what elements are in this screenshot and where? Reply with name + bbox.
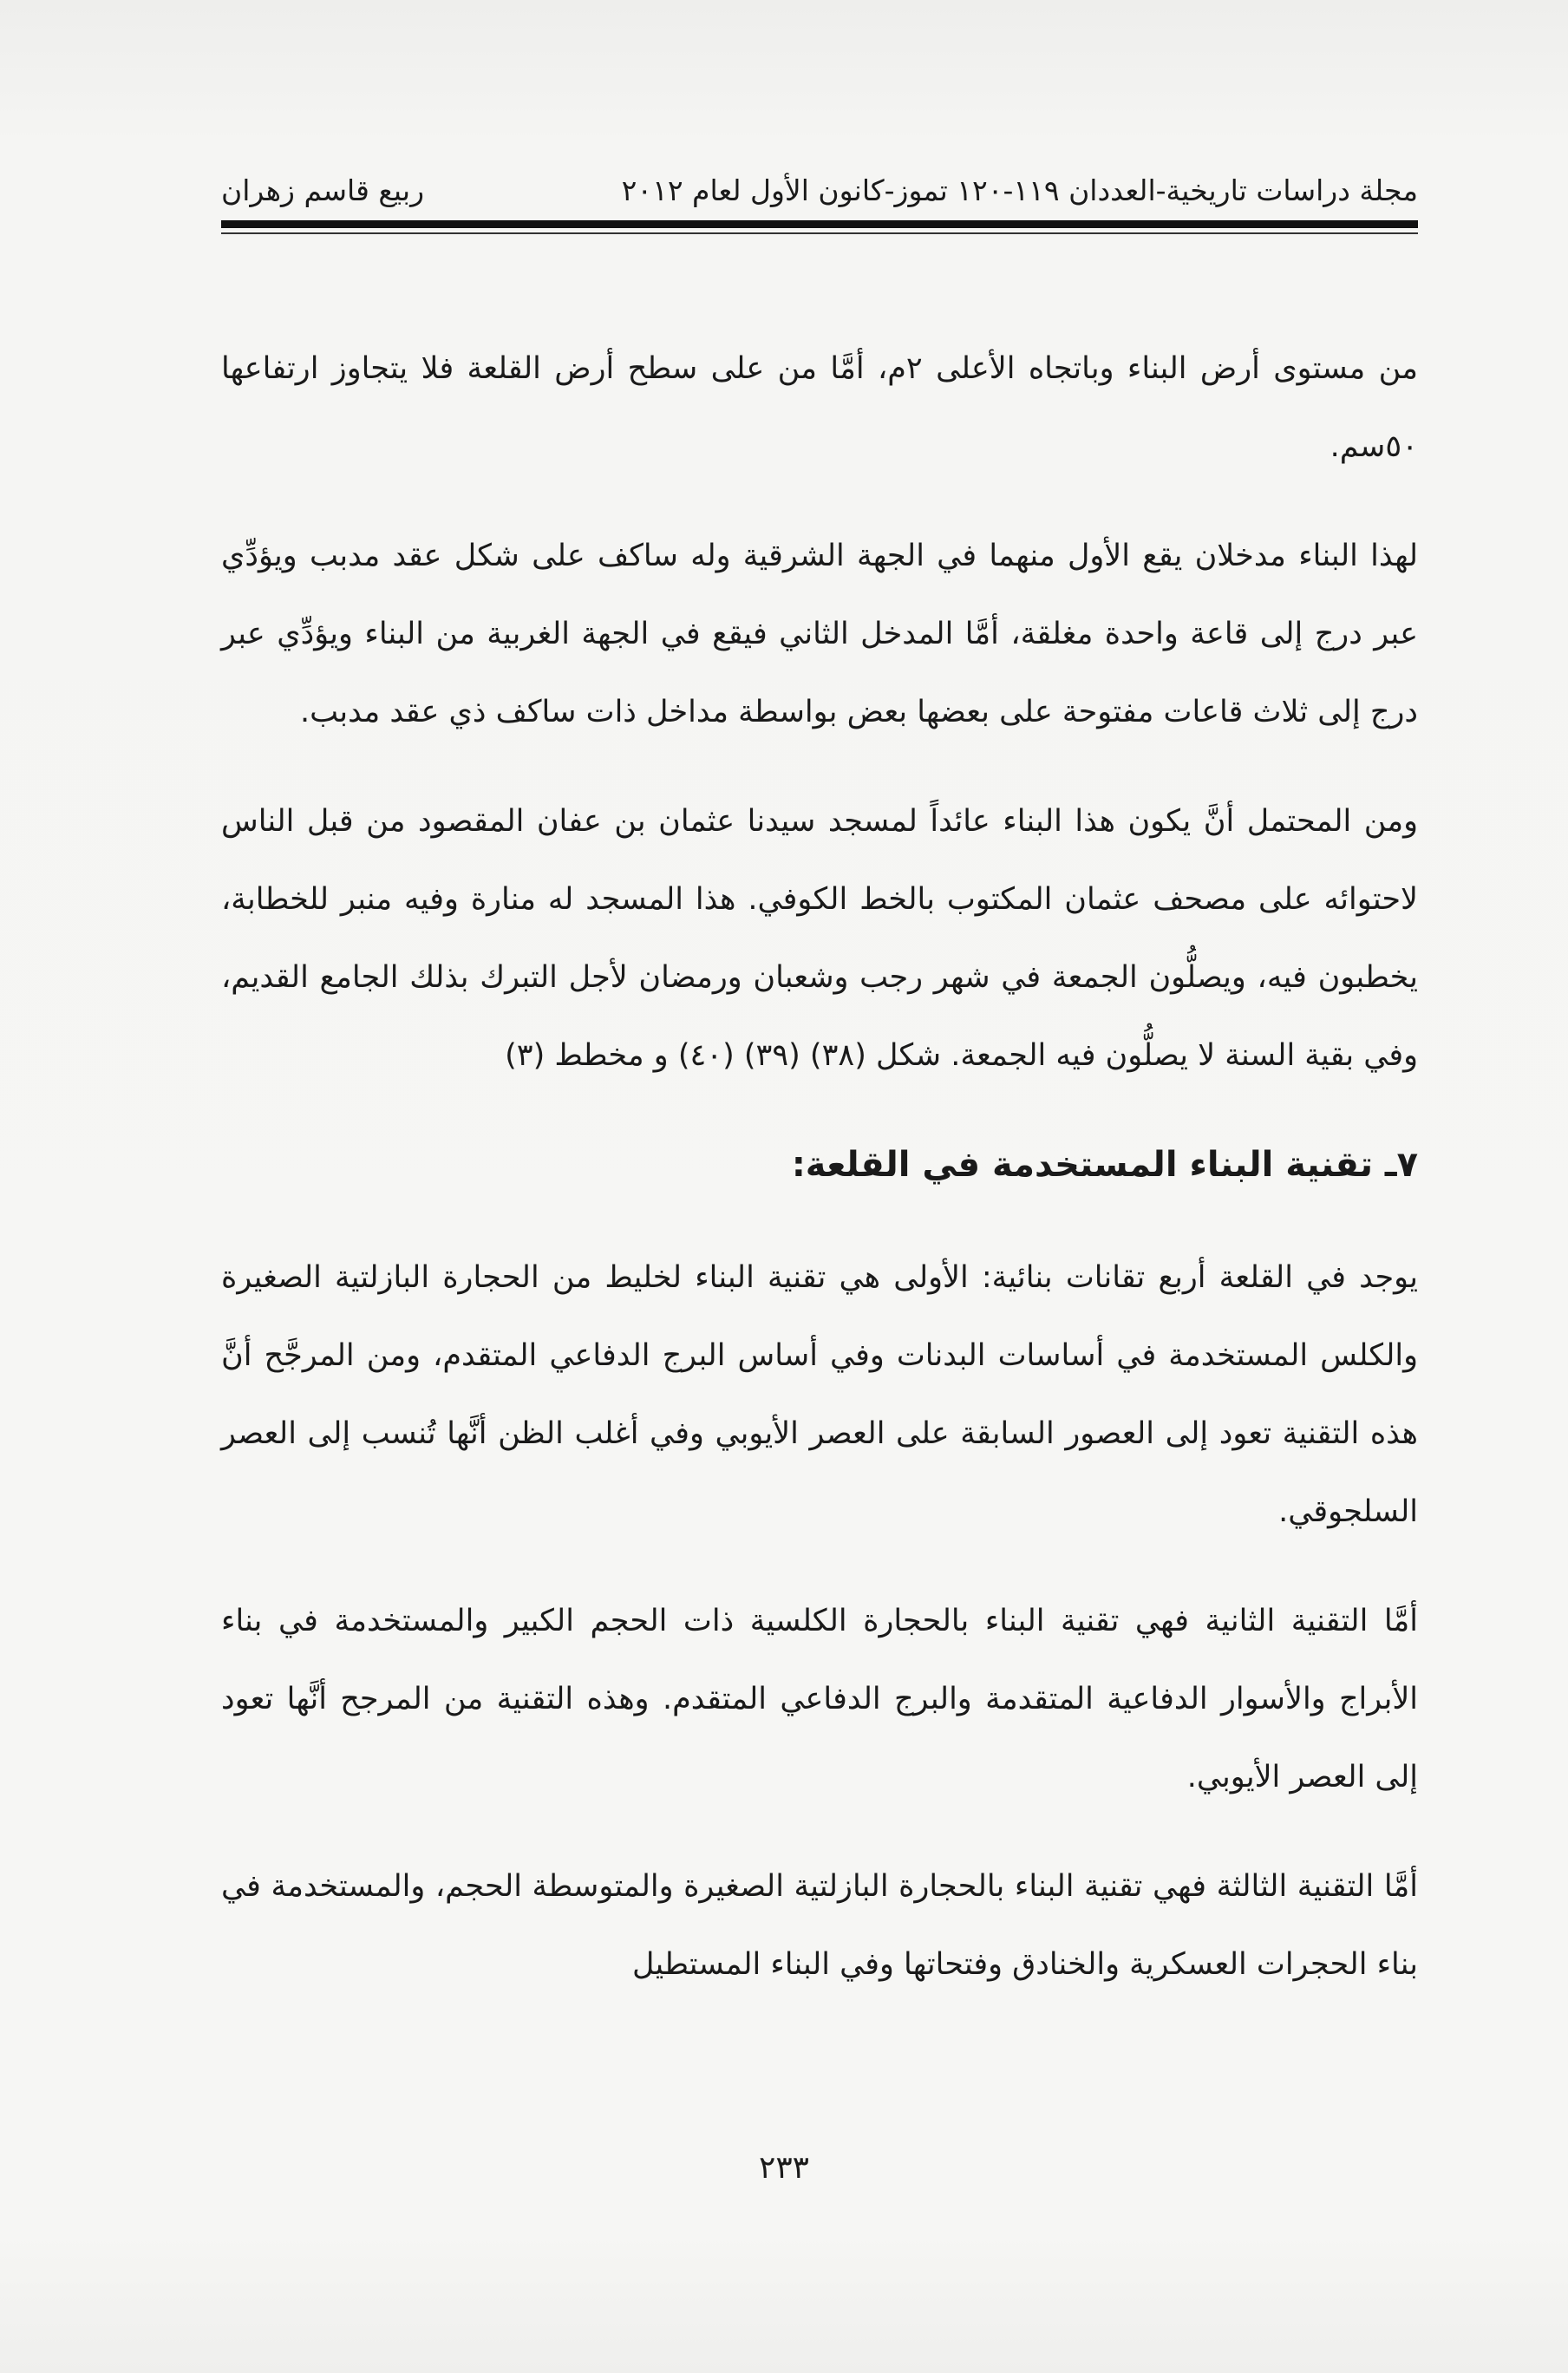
- body-text: [221, 330, 1418, 2035]
- paragraph-1: من مستوى أرض البناء وباتجاه الأعلى ٢م، أمَّا من على سطح أرض القلعة فلا يتجاوز ارتفاعها ٥٠سم.: [221, 351, 1418, 464]
- paragraph-4: يوجد في القلعة أربع تقانات بنائية: الأولى هي تقنية البناء لخليط من الحجارة البازلتية الصغيرة والكلس المستخدمة في أساسات البدنات وفي أساس البرج الدفاعي المتقدم، ومن المرجَّح أنَّ هذه التقنية تعود إلى العصور السابقة على العصر الأيوبي وفي أغلب الظن أنَّها تُنسب إلى العصر السلجوقي.: [221, 1260, 1418, 1529]
- header-rule-thin: [221, 232, 1418, 234]
- paragraph-2: لهذا البناء مدخلان يقع الأول منهما في الجهة الشرقية وله ساكف على شكل عقد مدبب ويؤدِّي عبر درج إلى قاعة واحدة مغلقة، أمَّا المدخل الثاني فيقع في الجهة الغربية من البناء ويؤدِّي عبر درج إلى ثلاث قاعات مفتوحة على بعضها بعض بواسطة مداخل ذات ساكف ذي عقد مدبب.: [221, 539, 1418, 729]
- section-heading: ٧ـ تقنية البناء المستخدمة في القلعة:: [791, 1145, 1418, 1185]
- header-journal-title: مجلة دراسات تاريخية-العددان ١١٩-١٢٠ تموز-كانون الأول لعام ٢٠١٢: [621, 173, 1418, 207]
- paragraph-3: ومن المحتمل أنَّ يكون هذا البناء عائداً لمسجد سيدنا عثمان بن عفان المقصود من قبل الناس لاحتوائه على مصحف عثمان المكتوب بالخط الكوفي. هذا المسجد له منارة وفيه منبر للخطابة، يخطبون فيه، ويصلُّون الجمعة في شهر رجب وشعبان ورمضان لأجل التبرك بذلك الجامع القديم، وفي بقية السنة لا يصلُّون فيه الجمعة. شكل (٣٨) (٣٩) (٤٠) و مخطط (٣): [221, 804, 1418, 1073]
- paragraph-6: أمَّا التقنية الثالثة فهي تقنية البناء بالحجارة البازلتية الصغيرة والمتوسطة الحجم، والمستخدمة في بناء الحجرات العسكرية والخنادق وفتحاتها وفي البناء المستطيل: [221, 1869, 1418, 1982]
- running-header: [221, 165, 1418, 217]
- header-rule-thick: [221, 220, 1418, 228]
- header-author-name: ربيع قاسم زهران: [221, 173, 425, 207]
- page-number: ٢٣٣: [758, 2150, 809, 2186]
- paragraph-5: أمَّا التقنية الثانية فهي تقنية البناء بالحجارة الكلسية ذات الحجم الكبير والمستخدمة في بناء الأبراج والأسوار الدفاعية المتقدمة والبرج الدفاعي المتقدم. وهذه التقنية من المرجح أنَّها تعود إلى العصر الأيوبي.: [221, 1604, 1418, 1794]
